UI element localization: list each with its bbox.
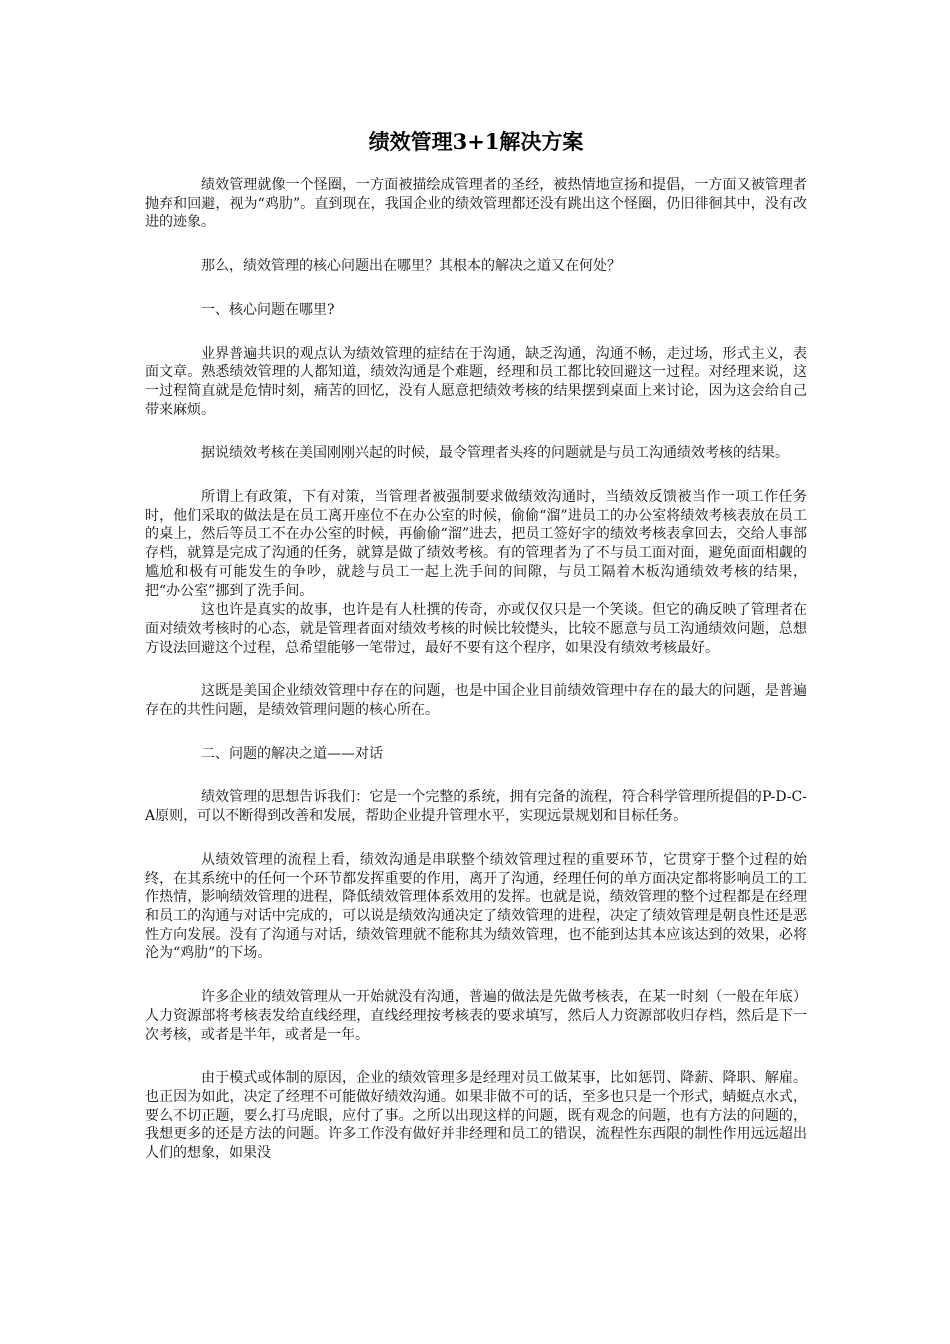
paragraph-no-communication: 许多企业的绩效管理从一开始就没有沟通，普遍的做法是先做考核表，在某一时刻（一般在年底）人力资源部将考核表发给直线经理，直线经理按考核表的要求填写，然后人力资源部收归存档，然后是下一次考核，或者是半年，或者是一年。 [145,989,807,1043]
paragraph-pdca: 绩效管理的思想告诉我们：它是一个完整的系统，拥有完备的流程，符合科学管理所提倡的P-D-C-A原则，可以不断得到改善和发展，帮助企业提升管理水平，实现远景规划和目标任务。 [145,789,807,825]
paragraph-model-reason: 由于模式或体制的原因，企业的绩效管理多是经理对员工做某事，比如惩罚、降薪、降职、解雇。也正因为如此，决定了经理不可能做好绩效沟通。如果非做不可的话，至多也只是一个形式，蜻蜓点水式，要么不切正题，要么打马虎眼，应付了事。之所以出现这样的问题，既有观念的问题，也有方法的问题的，我想更多的还是方法的问题。许多工作没有做好并非经理和员工的错误，流程性东西限的制性作用远远超出人们的想象，如果没 [145,1070,807,1162]
paragraph-policy-story: 所谓上有政策，下有对策，当管理者被强制要求做绩效沟通时，当绩效反馈被当作一项工作任务时，他们采取的做法是在员工离开座位不在办公室的时候，偷偷“溜”进员工的办公室将绩效考核表放在员工的桌上，然后等员工不在办公室的时候，再偷偷“溜”进去，把员工签好字的绩效考核表拿回去，交给人事部存档，就算是完成了沟通的任务，就算是做了绩效考核。有的管理者为了不与员工面对面，避免面面相觑的尴尬和极有可能发生的争吵，就趁与员工一起上洗手间的间隙，与员工隔着木板沟通绩效考核的结果，把“办公室”挪到了洗手间。 [145,489,807,599]
paragraph-question: 那么，绩效管理的核心问题出在哪里？其根本的解决之道又在何处？ [201,258,621,275]
section-heading-2: 二、问题的解决之道——对话 [201,745,383,762]
paragraph-us-origin: 据说绩效考核在美国刚刚兴起的时候，最令管理者头疼的问题就是与员工沟通绩效考核的结果。 [201,445,789,462]
paragraph-consensus: 业界普遍共识的观点认为绩效管理的症结在于沟通，缺乏沟通，沟通不畅，走过场，形式主义，表面文章。熟悉绩效管理的人都知道，绩效沟通是个难题，经理和员工都比较回避这一过程。对经理来说，这一过程简直就是危情时刻，痛苦的回忆，没有人愿意把绩效考核的结果摆到桌面上来讨论，因为这会给自己带来麻烦。 [145,345,807,418]
document-body [145,176,807,1188]
paragraph-process: 从绩效管理的流程上看，绩效沟通是串联整个绩效管理过程的重要环节，它贯穿于整个过程的始终，在其系统中的任何一个环节都发挥重要的作用，离开了沟通，经理任何的单方面决定都将影响员工的工作热情，影响绩效管理的进程，降低绩效管理体系效用的发挥。也就是说，绩效管理的整个过程都是在经理和员工的沟通与对话中完成的，可以说是绩效沟通决定了绩效管理的进程，决定了绩效管理是朝良性还是恶性方向发展。没有了沟通与对话，绩效管理就不能称其为绩效管理，也不能到达其本应该达到的效果，必将沦为“鸡肋”的下场。 [145,851,807,962]
paragraph-story-reflection: 这也许是真实的故事，也许是有人杜撰的传奇，亦或仅仅只是一个笑谈。但它的确反映了管理者在面对绩效考核时的心态，就是管理者面对绩效考核的时候比较憷头，比较不愿意与员工沟通绩效问题，总想方设法回避这个过程，总希望能够一笔带过，最好不要有这个程序，如果没有绩效考核最好。 [145,602,807,656]
paragraph-intro: 绩效管理就像一个怪圈，一方面被描绘成管理者的圣经，被热情地宣扬和提倡，一方面又被管理者抛弃和回避，视为“鸡肋”。直到现在，我国企业的绩效管理都还没有跳出这个怪圈，仍旧徘徊其中，没有改进的迹象。 [145,177,807,231]
section-heading-1: 一、核心问题在哪里? [201,301,335,318]
document-title: 绩效管理3+1解决方案 [368,129,584,154]
paragraph-core-problem: 这既是美国企业绩效管理中存在的问题，也是中国企业目前绩效管理中存在的最大的问题，是普遍存在的共性问题，是绩效管理问题的核心所在。 [145,683,807,719]
